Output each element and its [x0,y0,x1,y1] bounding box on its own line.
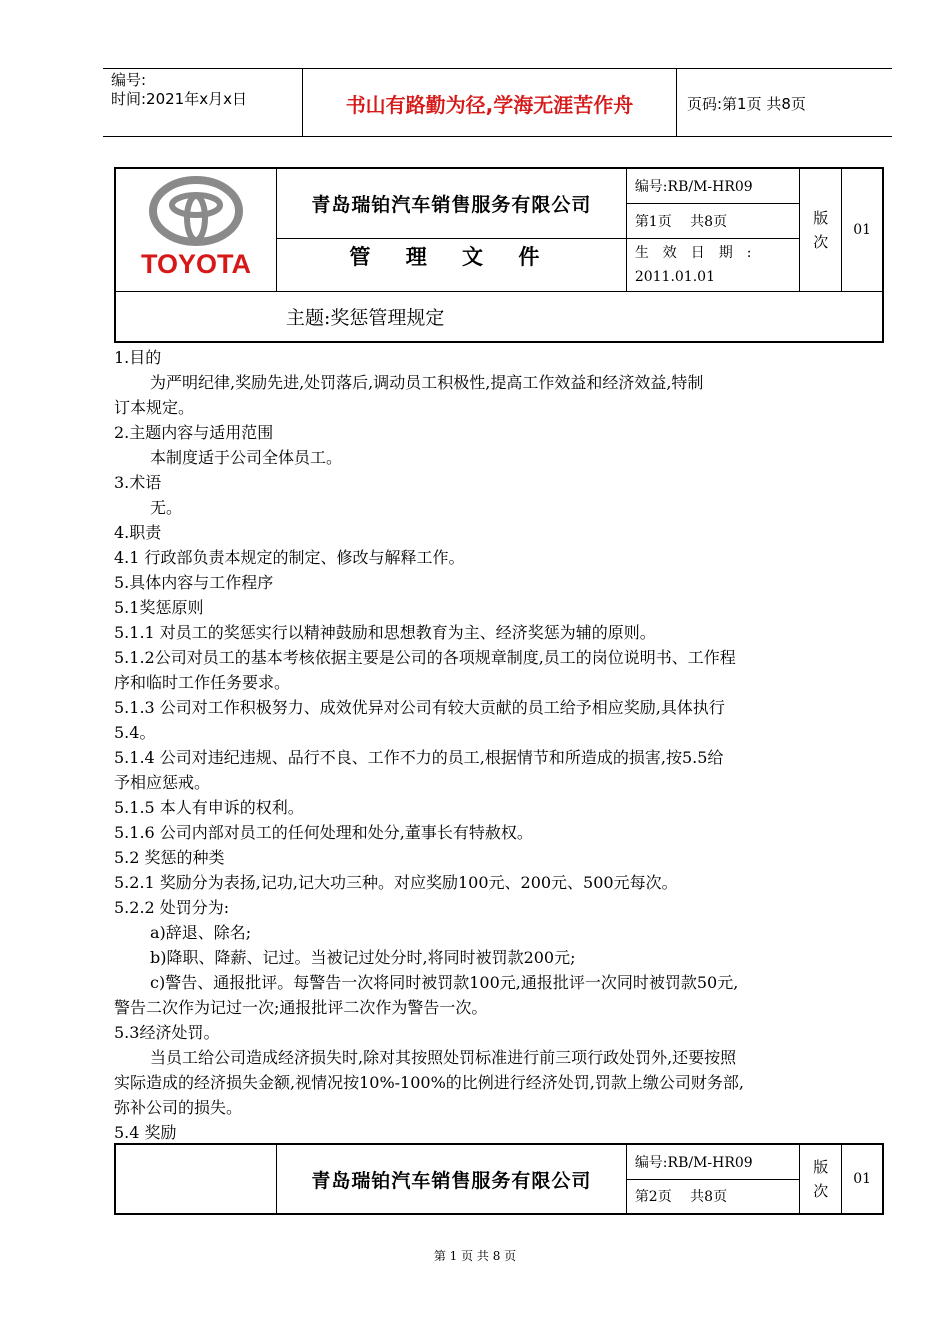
version-label-bottom: 次 [813,232,829,251]
section-heading: 3.术语 [114,473,162,492]
logo-cell-empty [115,1144,276,1214]
doc-title: 管 理 文 件 [276,239,626,292]
paragraph-line: 当员工给公司造成经济损失时,除对其按照处罚标准进行前三项行政处罚外,还要按照 [150,1048,737,1067]
paragraph-line: 5.1.6 公司内部对员工的任何处理和处分,董事长有特赦权。 [114,823,533,842]
section-heading: 5.具体内容与工作程序 [114,573,274,592]
paragraph-line: 警告二次作为记过一次;通报批评二次作为警告一次。 [114,998,488,1017]
paragraph-line: 为严明纪律,奖励先进,处罚落后,调动员工积极性,提高工作效益和经济效益,特制 [150,373,704,392]
doc-header-table [114,167,884,343]
header-motto: 书山有路勤为径,学海无涯苦作舟 [345,93,634,117]
version-value: 01 [842,168,883,291]
paragraph-line: 5.1.3 公司对工作积极努力、成效优异对公司有较大贡献的员工给予相应奖励,具体执行 [114,698,725,717]
paragraph-line: 序和临时工作任务要求。 [114,673,291,692]
paragraph-line: 5.1.4 公司对违纪违规、品行不良、工作不力的员工,根据情节和所造成的损害,按5.5给 [114,748,724,767]
header-number: 编号: [111,71,147,89]
section-heading: 2.主题内容与适用范围 [114,423,274,442]
company-name: 青岛瑞铂汽车销售服务有限公司 [276,1144,626,1214]
paragraph-line: 弥补公司的损失。 [114,1098,243,1117]
doc-number: 编号:RB/M-HR09 [626,1144,799,1179]
version-value: 01 [842,1144,883,1214]
section-heading: 5.3经济处罚。 [114,1023,220,1042]
section-heading: 1.目的 [114,348,162,367]
toyota-logo-icon [131,173,261,283]
header-divider [676,69,677,136]
effective-label: 生 效 日 期 : [634,245,752,262]
paragraph-line: 5.2.2 处罚分为: [114,898,230,917]
list-item: a)辞退、除名; [150,923,252,942]
section-heading: 4.职责 [114,523,162,542]
paragraph-line: 5.1.2公司对员工的基本考核依据主要是公司的各项规章制度,员工的岗位说明书、工作程 [114,648,736,667]
version-label [800,168,842,291]
paragraph-line: 无。 [150,498,183,517]
effective-date: 2011.01.01 [634,269,715,286]
version-label-top: 版 [813,208,829,227]
doc-number: 编号:RB/M-HR09 [626,168,799,203]
subject-line [115,291,883,342]
paragraph-line: 5.2.1 奖励分为表扬,记功,记大功三种。对应奖励100元、200元、500元每次。 [114,873,678,892]
subject-text: 主题:奖惩管理规定 [286,306,445,329]
paragraph-line: 5.1.5 本人有申诉的权利。 [114,798,304,817]
version-label-bottom: 次 [813,1182,829,1200]
paragraph-line: 本制度适于公司全体员工。 [150,448,343,467]
running-header [103,68,892,137]
header-page: 页码:第1页 共8页 [687,95,806,113]
effective-date-cell [626,239,799,292]
paragraph-line: 订本规定。 [114,398,195,417]
page-info: 第1页 共8页 [626,203,799,238]
paragraph-line: 5.1.1 对员工的奖惩实行以精神鼓励和思想教育为主、经济奖惩为辅的原则。 [114,623,656,642]
list-item: b)降职、降薪、记过。当被记过处分时,将同时被罚款200元; [150,948,576,967]
header-meta [111,71,247,109]
version-label [800,1144,842,1214]
paragraph-line: 5.4。 [114,723,156,742]
section-heading: 5.1奖惩原则 [114,598,204,617]
list-item: c)警告、通报批评。每警告一次将同时被罚款100元,通报批评一次同时被罚款50元, [150,973,739,992]
logo-cell [115,168,276,291]
company-name: 青岛瑞铂汽车销售服务有限公司 [276,168,626,239]
paragraph-line: 实际造成的经济损失金额,视情况按10%-100%的比例进行经济处罚,罚款上缴公司财务部, [114,1073,744,1092]
logo-text: TOYOTA [140,248,251,279]
page-info: 第2页 共8页 [626,1179,799,1214]
doc-header-table-2 [114,1143,884,1215]
header-time: 时间:2021年x月x日 [111,90,247,108]
paragraph-line: 予相应惩戒。 [114,773,211,792]
section-heading: 5.2 奖惩的种类 [114,848,225,867]
section-heading: 5.4 奖励 [114,1123,177,1142]
version-label-top: 版 [813,1158,829,1176]
page-footer: 第 1 页 共 8 页 [433,1249,517,1263]
paragraph-line: 4.1 行政部负责本规定的制定、修改与解释工作。 [114,548,465,567]
